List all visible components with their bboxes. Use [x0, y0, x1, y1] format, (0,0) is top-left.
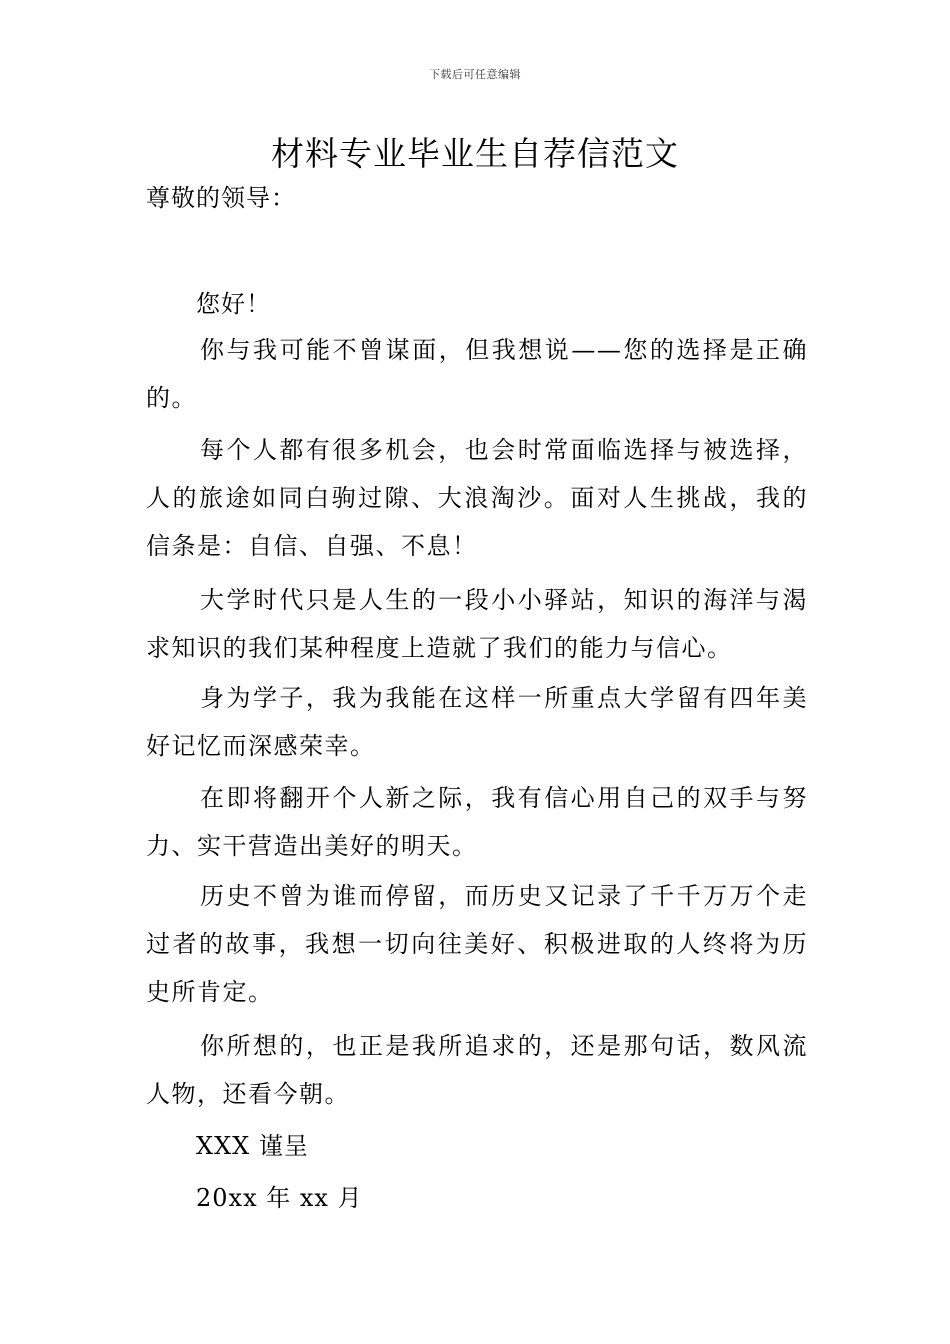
paragraph-4: 身为学子，我为我能在这样一所重点大学留有四年美好记忆而深感荣幸。	[146, 684, 808, 760]
paragraph-5: 在即将翻开个人新之际，我有信心用自己的双手与努力、实干营造出美好的明天。	[146, 784, 808, 860]
document-title: 材料专业毕业生自荐信范文	[271, 134, 679, 173]
paragraph-1: 你与我可能不曾谋面，但我想说——您的选择是正确的。	[146, 336, 808, 412]
paragraph-7: 你所想的，也正是我所追求的，还是那句话，数风流人物，还看今朝。	[146, 1032, 808, 1108]
date: 20xx 年 xx 月	[196, 1184, 363, 1212]
paragraph-2: 每个人都有很多机会，也会时常面临选择与被选择，人的旅途如同白驹过隙、大浪淘沙。面对人生挑战，我的信条是：自信、自强、不息！	[146, 436, 808, 560]
header-note: 下载后可任意编辑	[429, 68, 521, 81]
signature: XXX 谨呈	[196, 1132, 309, 1160]
greeting: 您好！	[196, 290, 271, 318]
salutation: 尊敬的领导：	[146, 184, 296, 212]
paragraph-3: 大学时代只是人生的一段小小驿站，知识的海洋与渴求知识的我们某种程度上造就了我们的能力与信心。	[146, 586, 808, 662]
paragraph-6: 历史不曾为谁而停留，而历史又记录了千千万万个走过者的故事，我想一切向往美好、积极进取的人终将为历史所肯定。	[146, 882, 808, 1006]
